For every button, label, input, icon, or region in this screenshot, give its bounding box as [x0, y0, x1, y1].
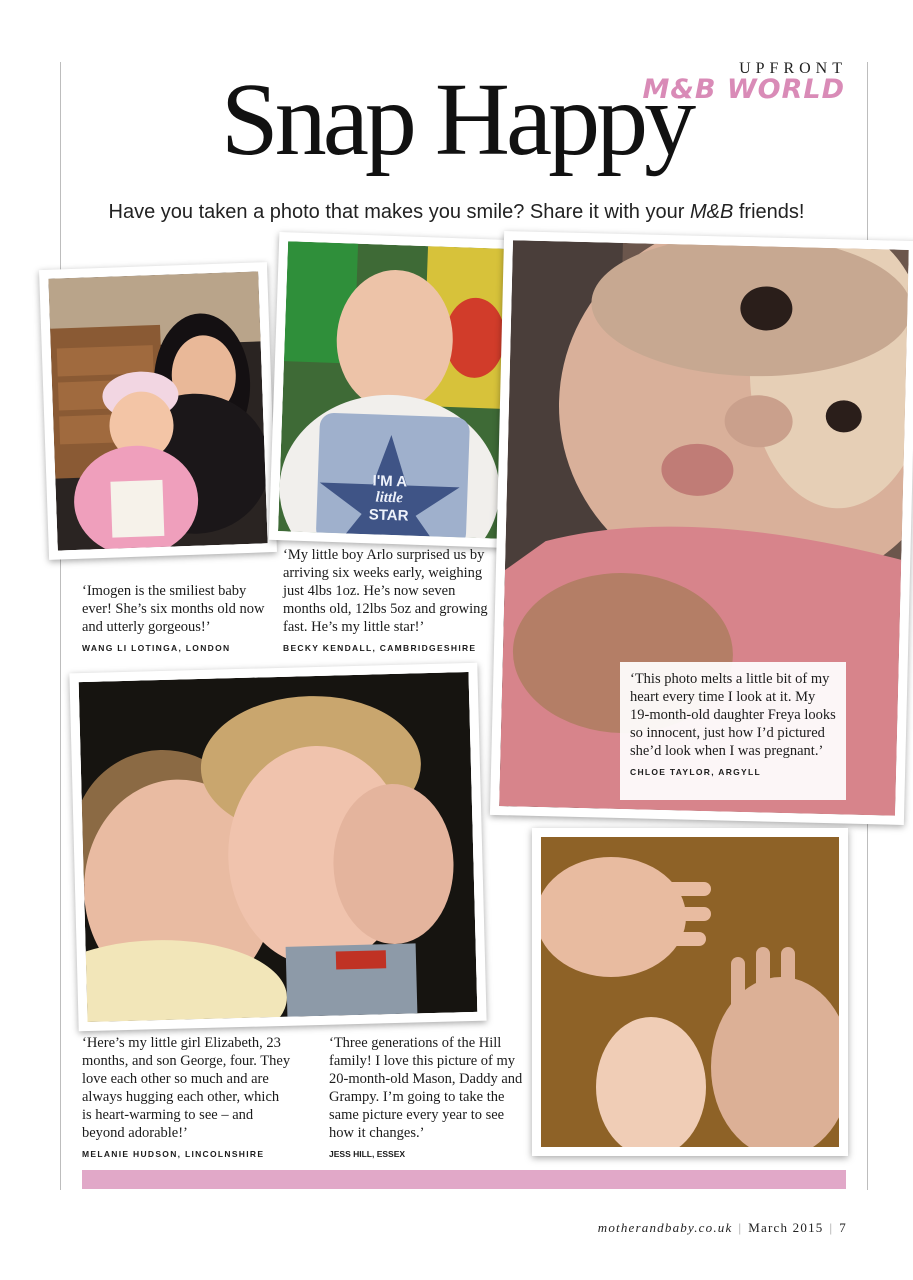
romper-print: I'M A little STAR — [368, 472, 409, 525]
section-brand: M&B WORLD — [642, 74, 845, 105]
caption-freya-quote: ‘This photo melts a little bit of my heart every time I look at it. My 19-month-old daughter Freya looks so innocent, just how I’d pictured she’d look when I was pregnant.’ — [630, 671, 836, 759]
caption-arlo-quote: ‘My little boy Arlo surprised us by arriving six weeks early, weighing just 4lbs 1oz. He’s now seven months old, 12lbs 5oz and growing fast. He’s my little star!’ — [283, 547, 488, 635]
caption-hill-quote: ‘Three generations of the Hill family! I love this picture of my 20-month-old Mason, Daddy and Grampy. I’m going to take the same picture every year to see how it changes.’ — [329, 1035, 523, 1141]
caption-elizabeth-credit: MELANIE HUDSON, LINCOLNSHIRE — [82, 1149, 265, 1159]
caption-imogen-credit: WANG LI LOTINGA, LONDON — [82, 643, 231, 653]
left-margin-rule — [60, 62, 61, 1190]
page-footer: motherandbaby.co.uk | March 2015 | 7 — [597, 1220, 847, 1235]
footer-date: March 2015 — [748, 1220, 824, 1235]
photo-elizabeth-george — [69, 663, 486, 1032]
photo-hill-hands — [532, 828, 848, 1156]
page-subtitle: Have you taken a photo that makes you smile? Share it with your M&B friends! — [108, 201, 805, 223]
page-title: Snap Happy — [220, 62, 693, 177]
caption-freya-credit: CHLOE TAYLOR, ARGYLL — [630, 767, 761, 777]
caption-arlo-credit: BECKY KENDALL, CAMBRIDGESHIRE — [283, 643, 477, 653]
caption-arlo — [283, 546, 489, 657]
caption-elizabeth-quote: ‘Here’s my little girl Elizabeth, 23 months, and son George, four. They love each other so much and are always hugging each other, which is heart-warming to see – and beyond adorable!’ — [82, 1035, 291, 1141]
caption-hill-credit: JESS HILL, ESSEX — [329, 1149, 406, 1159]
caption-elizabeth — [82, 1034, 292, 1163]
photo-elizabeth-george-image — [79, 672, 478, 1022]
photo-arlo-image — [278, 241, 508, 539]
caption-hill — [329, 1034, 525, 1163]
section-label: UPFRONT — [739, 60, 847, 77]
photo-imogen-image — [48, 271, 267, 550]
caption-imogen-quote: ‘Imogen is the smiliest baby ever! She’s six months old now and utterly gorgeous!’ — [82, 583, 265, 635]
photo-imogen — [39, 262, 277, 560]
caption-imogen — [82, 582, 278, 657]
subtitle-brand: M&B — [689, 201, 734, 223]
caption-freya — [620, 662, 846, 800]
footer-site: motherandbaby.co.uk — [597, 1220, 733, 1235]
photo-arlo — [269, 232, 518, 548]
pink-divider-bar — [82, 1170, 846, 1189]
photo-hill-hands-image — [541, 837, 839, 1147]
footer-page-number: 7 — [839, 1220, 847, 1235]
